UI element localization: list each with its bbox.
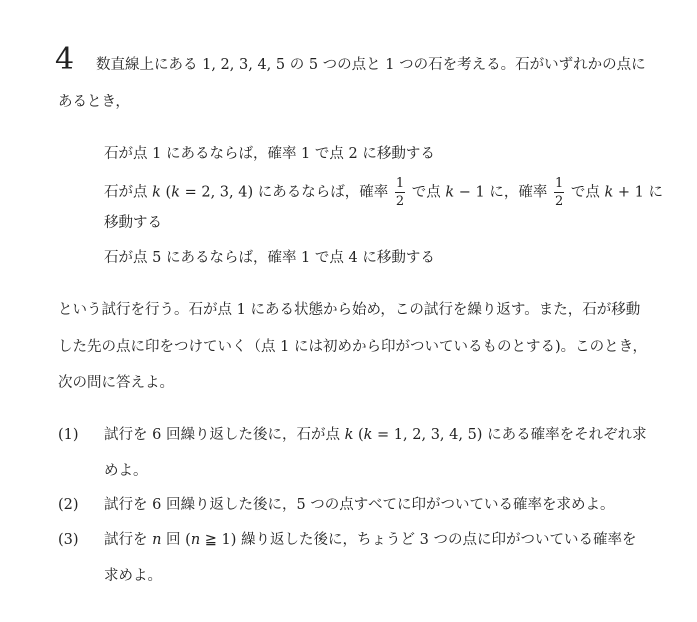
var-k: k [171,184,180,201]
rule-2-text: + 1 に [613,184,663,201]
body-line-2: した先の点に印をつけていく（点 1 には初めから印がついているものとする)。このとき， [58,339,648,355]
question-2-label: (2) [58,497,79,513]
body-line-3: 次の問に答えよ。 [58,375,174,391]
body-line-1: という試行を行う。石が点 1 にある状態から始め，この試行を繰り返す。また，石が移動 [58,302,641,318]
rule-2-text: − 1 に，確率 [454,184,548,201]
var-k: k [344,427,354,443]
question-1-text: 試行を 6 回繰り返した後に，石が点 [104,427,345,443]
fraction-half [395,177,405,208]
var-k: k [604,184,614,201]
var-n: n [190,532,201,548]
question-1-text: = 1, 2, 3, 4, 5) にある確率をそれぞれ求 [372,427,647,443]
fraction-numerator: 1 [554,176,564,191]
fraction-denominator: 2 [395,194,405,209]
rule-2-text: で点 [570,184,605,201]
rule-2-text: で点 [411,184,446,201]
question-3 [104,530,637,550]
rule-2-text: 石が点 [104,184,153,201]
intro-line-1: 数直線上にある 1, 2, 3, 4, 5 の 5 つの点と 1 つの石を考える。石がいずれかの点に [96,57,646,73]
intro-line-2: あるとき， [58,94,130,110]
question-1-text: ( [353,427,364,443]
rule-2 [104,177,663,208]
question-3-continuation: 求めよ。 [104,568,162,584]
rule-2-text: = 2, 3, 4) にあるならば，確率 [179,184,389,201]
fraction-denominator: 2 [554,194,564,209]
var-k: k [445,184,455,201]
rule-2-text: ( [160,184,172,201]
question-3-text: 回 ( [161,532,191,548]
var-n: n [152,532,162,548]
rule-3: 石が点 5 にあるならば，確率 1 で点 4 に移動する [104,250,435,266]
question-1-continuation: めよ。 [104,463,148,479]
question-3-text: ≧ 1) 繰り返した後に，ちょうど 3 つの点に印がついている確率を [200,532,637,548]
fraction-half [554,177,564,208]
question-1 [104,425,647,445]
rule-1: 石が点 1 にあるならば，確率 1 で点 2 に移動する [104,146,435,162]
var-k: k [152,184,161,201]
rule-2-continuation: 移動する [104,215,162,231]
fraction-numerator: 1 [395,176,405,191]
question-3-label: (3) [58,532,79,548]
problem-number: 4 [55,42,75,77]
question-3-text: 試行を [104,532,153,548]
question-2: 試行を 6 回繰り返した後に，5 つの点すべてに印がついている確率を求めよ。 [104,497,615,513]
var-k: k [363,427,373,443]
question-1-label: (1) [58,427,79,443]
